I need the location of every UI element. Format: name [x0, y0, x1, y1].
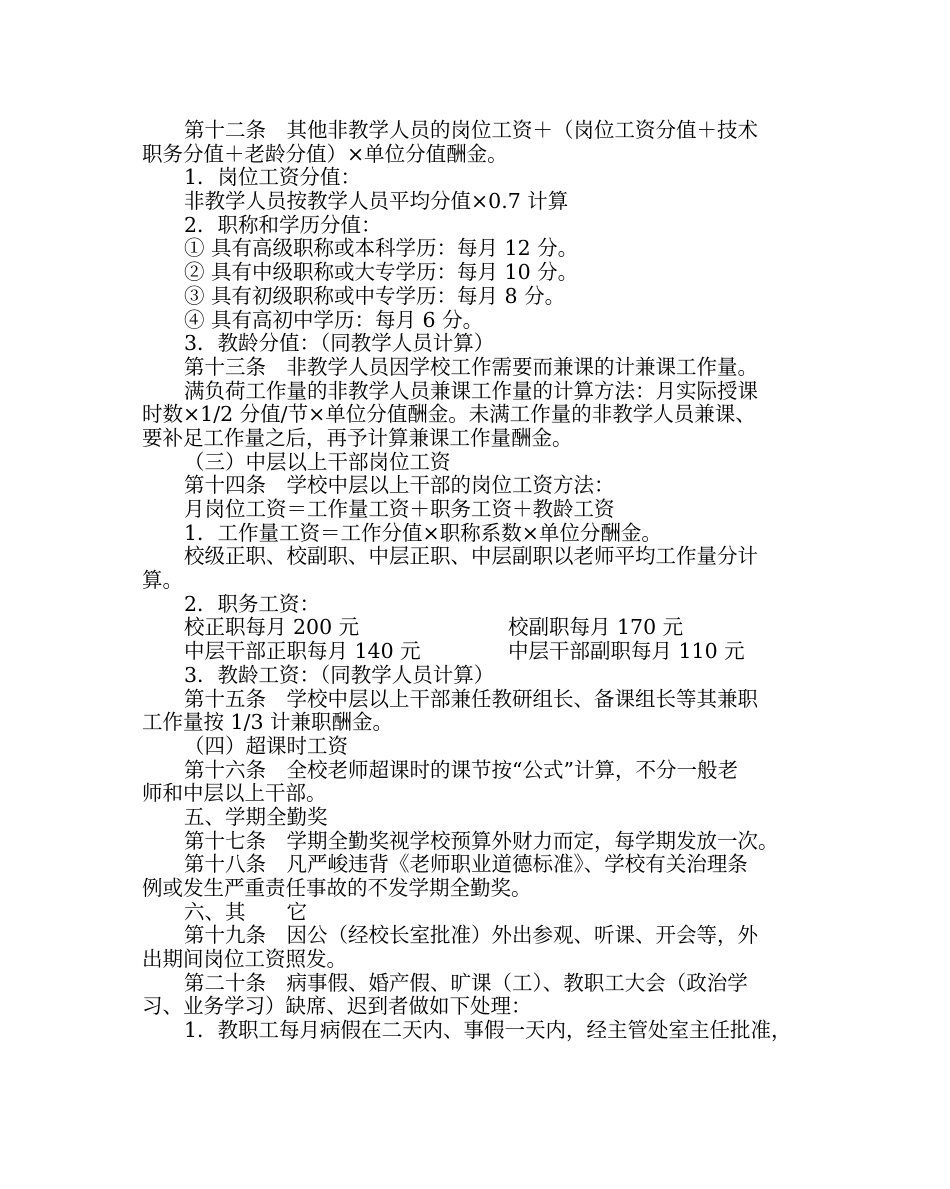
document-body — [142, 119, 810, 1043]
article-14-heading: 第十四条 学校中层以上干部的岗位工资方法： — [184, 473, 615, 498]
article-12-heading: 第十二条 其他非教学人员的岗位工资＋（岗位工资分值＋技术 — [184, 118, 758, 142]
item-title-education-score: 2．职称和学历分值： — [184, 212, 382, 237]
score-middle-school: ④ 具有高初中学历：每月 6 分。 — [184, 307, 484, 332]
score-senior-title: ① 具有高级职称或本科学历：每月 12 分。 — [184, 236, 579, 261]
non-teaching-score-rule: 非教学人员按教学人员平均分值×0.7 计算 — [184, 189, 569, 214]
article-13-paragraph-line-1: 满负荷工作量的非教学人员兼课工作量的计算方法：月实际授课 — [184, 378, 758, 403]
section-5-heading: 五、学期全勤奖 — [184, 804, 328, 829]
salary-vice-principal: 校副职每月 170 元 — [508, 615, 684, 640]
salary-middle-deputy: 中层干部副职每月 110 元 — [508, 639, 745, 664]
article-16-continuation: 师和中层以上干部。 — [142, 781, 327, 806]
item-seniority-salary: 3．教龄工资：（同教学人员计算） — [184, 662, 495, 687]
salary-middle-head: 中层干部正职每月 140 元 — [184, 639, 421, 664]
salary-row-principals — [142, 616, 810, 640]
article-12-continuation: 职务分值＋老龄分值）×单位分值酬金。 — [142, 141, 508, 166]
section-4-heading: （四）超课时工资 — [184, 733, 348, 758]
article-20-continuation: 习、业务学习）缺席、迟到者做如下处理： — [142, 994, 532, 1019]
item-position-salary: 2．职务工资： — [184, 591, 321, 616]
workload-rule-line-2: 算。 — [142, 568, 183, 593]
item-post-salary-score: 1．岗位工资分值： — [184, 165, 362, 190]
section-6-heading: 六、其 它 — [184, 899, 307, 924]
article-19-heading: 第十九条 因公（经校长室批准）外出参观、听课、开会等，外 — [184, 923, 758, 948]
score-intermediate-title: ② 具有中级职称或大专学历：每月 10 分。 — [184, 260, 579, 285]
article-20-heading: 第二十条 病事假、婚产假、旷课（工）、教职工大会（政治学 — [184, 970, 748, 995]
item-seniority-score: 3．教龄分值：（同教学人员计算） — [184, 331, 495, 356]
article-18-heading: 第十八条 凡严峻违背《老师职业道德标准》、学校有关治理条 — [184, 852, 748, 877]
article-15-continuation: 工作量按 1/3 计兼职酬金。 — [142, 710, 394, 735]
salary-row-middle-managers — [142, 640, 810, 664]
article-18-continuation: 例或发生严重责任事故的不发学期全勤奖。 — [142, 876, 532, 900]
article-16-heading: 第十六条 全校老师超课时的课节按“公式”计算，不分一般老 — [184, 757, 738, 782]
article-19-continuation: 出期间岗位工资照发。 — [142, 947, 347, 972]
monthly-salary-formula: 月岗位工资＝工作量工资＋职务工资＋教龄工资 — [184, 497, 615, 521]
score-junior-title: ③ 具有初级职称或中专学历：每月 8 分。 — [184, 283, 566, 308]
article-13-heading: 第十三条 非教学人员因学校工作需要而兼课的计兼课工作量。 — [184, 354, 758, 379]
workload-rule-line-1: 校级正职、校副职、中层正职、中层副职以老师平均工作量分计 — [184, 544, 758, 569]
article-15-heading: 第十五条 学校中层以上干部兼任教研组长、备课组长等其兼职 — [184, 686, 758, 711]
section-3-heading: （三）中层以上干部岗位工资 — [184, 449, 451, 474]
salary-principal: 校正职每月 200 元 — [184, 615, 360, 640]
leave-rule-item-1: 1．教职工每月病假在二天内、事假一天内，经主管处室主任批准， — [184, 1018, 792, 1043]
item-workload-salary: 1．工作量工资＝工作分值×职称系数×单位分酬金。 — [184, 520, 662, 545]
article-13-paragraph-line-2: 时数×1/2 分值/节×单位分值酬金。未满工作量的非教学人员兼课、 — [142, 402, 756, 427]
article-13-paragraph-line-3: 要补足工作量之后，再予计算兼课工作量酬金。 — [142, 425, 573, 450]
article-17-heading: 第十七条 学期全勤奖视学校预算外财力而定，每学期发放一次。 — [184, 828, 779, 853]
